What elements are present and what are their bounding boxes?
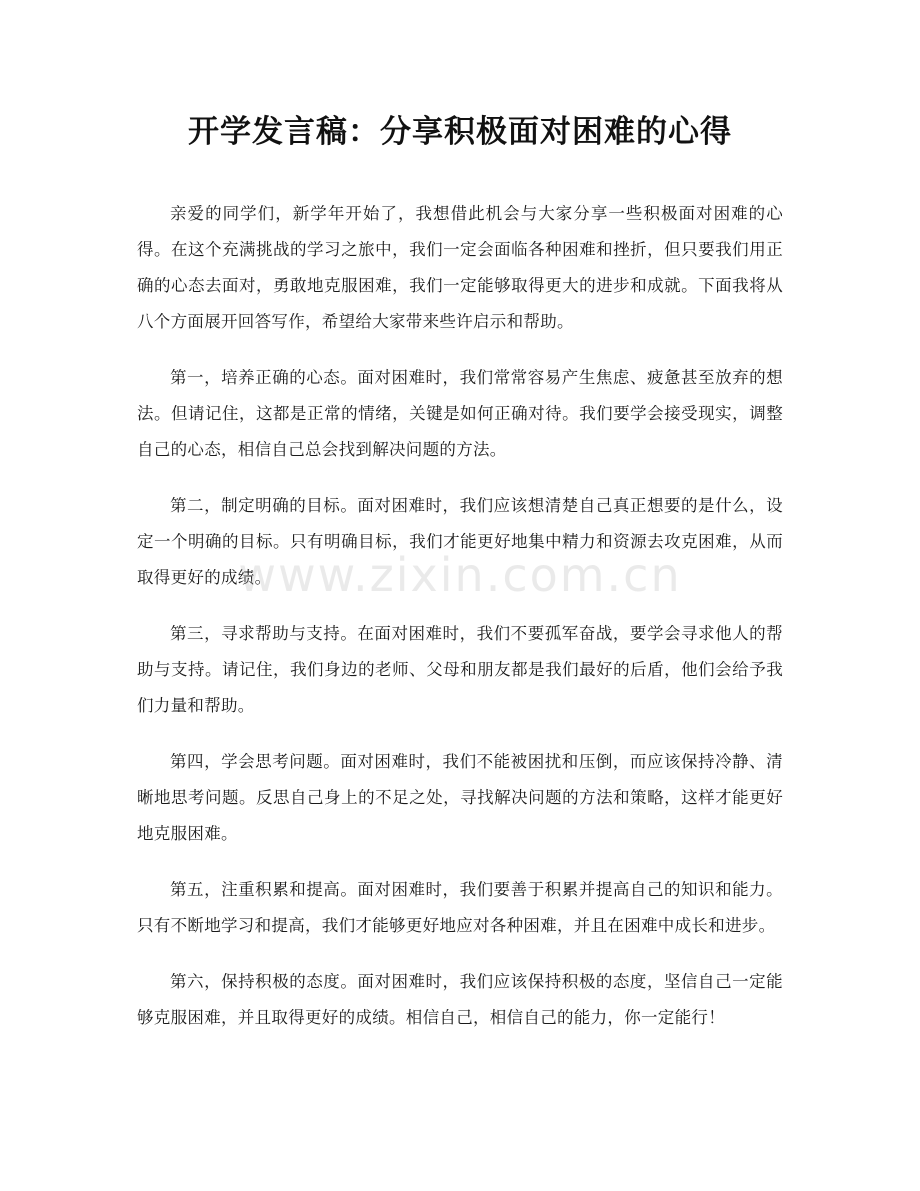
document-body — [137, 196, 783, 1036]
document-title: 开学发言稿：分享积极面对困难的心得 — [188, 114, 732, 150]
paragraph-third: 第三，寻求帮助与支持。在面对困难时，我们不要孤军奋战，要学会寻求他人的帮助与支持。请记住，我们身边的老师、父母和朋友都是我们最好的后盾，他们会给予我们力量和帮助。 — [137, 624, 783, 715]
paragraph-first: 第一，培养正确的心态。面对困难时，我们常常容易产生焦虑、疲惫甚至放弃的想法。但请记住，这都是正常的情绪，关键是如何正确对待。我们要学会接受现实，调整自己的心态，相信自己总会找到解决问题的方法。 — [137, 368, 783, 459]
paragraph-fifth: 第五，注重积累和提高。面对困难时，我们要善于积累并提高自己的知识和能力。只有不断地学习和提高，我们才能够更好地应对各种困难，并且在困难中成长和进步。 — [137, 880, 783, 935]
paragraph-intro: 亲爱的同学们，新学年开始了，我想借此机会与大家分享一些积极面对困难的心得。在这个充满挑战的学习之旅中，我们一定会面临各种困难和挫折，但只要我们用正确的心态去面对，勇敢地克服困难，我们一定能够取得更大的进步和成就。下面我将从八个方面展开回答写作，希望给大家带来些许启示和帮助。 — [137, 204, 783, 331]
paragraph-sixth: 第六，保持积极的态度。面对困难时，我们应该保持积极的态度，坚信自己一定能够克服困难，并且取得更好的成绩。相信自己，相信自己的能力，你一定能行！ — [137, 972, 783, 1027]
watermark: www.zixin.com.cn — [238, 548, 682, 602]
paragraph-second: 第二，制定明确的目标。面对困难时，我们应该想清楚自己真正想要的是什么，设定一个明确的目标。只有明确目标，我们才能更好地集中精力和资源去攻克困难，从而取得更好的成绩。 — [137, 496, 783, 587]
paragraph-fourth: 第四，学会思考问题。面对困难时，我们不能被困扰和压倒，而应该保持冷静、清晰地思考问题。反思自己身上的不足之处，寻找解决问题的方法和策略，这样才能更好地克服困难。 — [137, 752, 783, 843]
